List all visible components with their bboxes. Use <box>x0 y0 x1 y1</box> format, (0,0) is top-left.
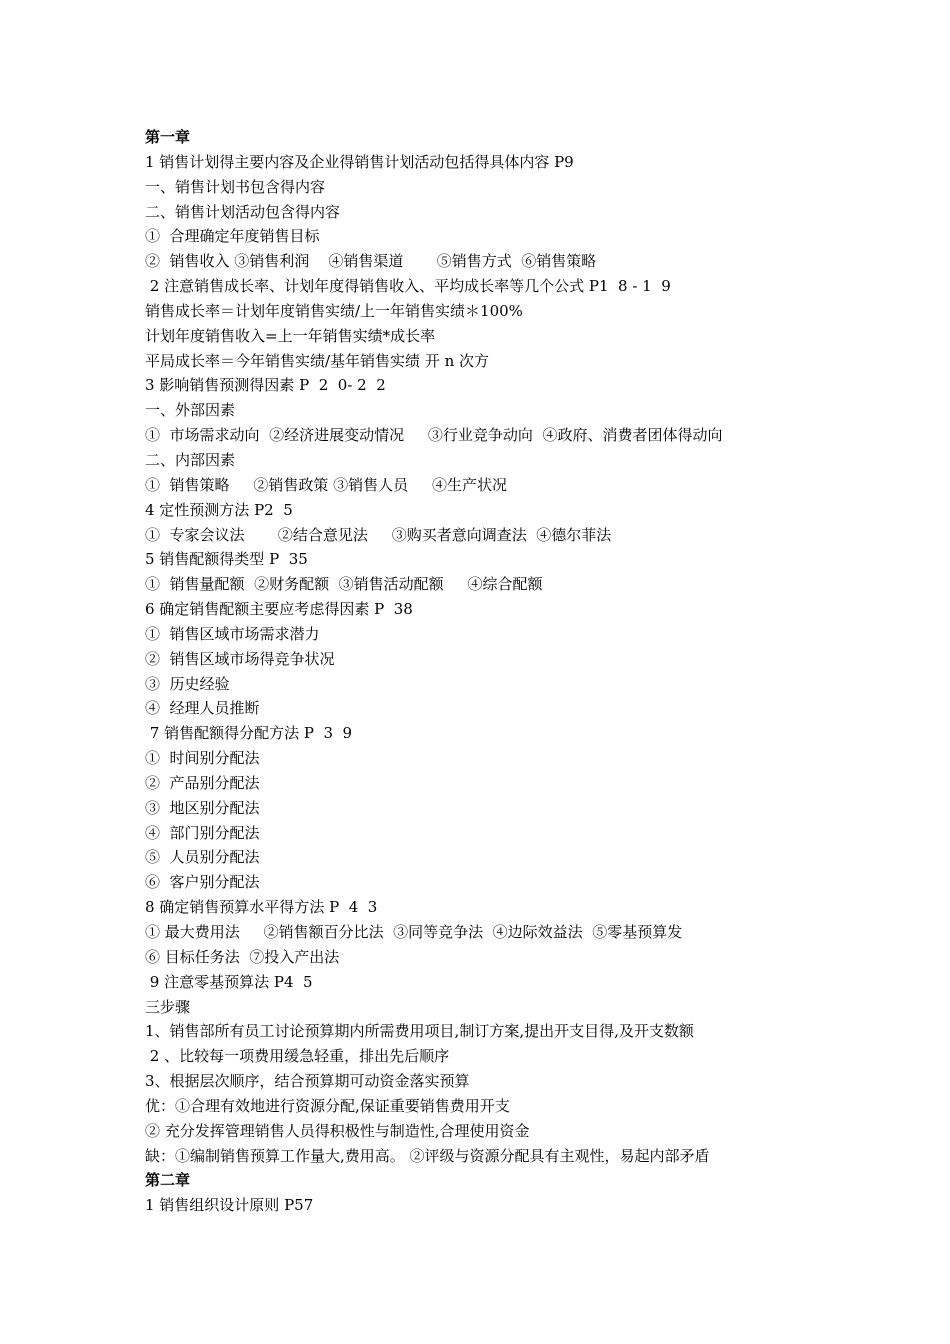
text-line: 1 销售计划得主要内容及企业得销售计划活动包括得具体内容 P9 <box>145 152 574 171</box>
text-line: 6 确定销售配额主要应考虑得因素 P 38 <box>145 600 413 619</box>
text-line: ① 专家会议法 ②结合意见法 ③购买者意向调查法 ④德尔菲法 <box>145 525 612 544</box>
text-line: ② 销售区域市场得竞争状况 <box>145 649 335 668</box>
text-line: 销售成长率＝计划年度销售实绩/上一年销售实绩＊100% <box>145 301 523 320</box>
text-line: 3、根据层次顺序，结合预算期可动资金落实预算 <box>145 1072 470 1091</box>
text-line: 8 确定销售预算水平得方法 P 4 3 <box>145 898 378 917</box>
text-line: ④ 部门别分配法 <box>145 823 260 842</box>
text-line: 二、内部因素 <box>145 450 236 469</box>
text-line: 平局成长率＝今年销售实绩/基年销售实绩 开 n 次方 <box>145 351 490 370</box>
text-line: ① 销售区域市场需求潜力 <box>145 624 320 643</box>
document-page <box>145 125 865 1218</box>
text-line: 1 销售组织设计原则 P57 <box>145 1196 314 1215</box>
text-line: ① 最大费用法 ②销售额百分比法 ③同等竞争法 ④边际效益法 ⑤零基预算发 <box>145 923 683 941</box>
text-line: 2 注意销售成长率、计划年度得销售收入、平均成长率等几个公式 P1 8 - 1 9 <box>145 277 671 296</box>
text-line: ② 产品别分配法 <box>145 773 260 792</box>
text-line: 2 、比较每一项费用缓急轻重，排出先后顺序 <box>145 1047 450 1066</box>
text-line: 一、外部因素 <box>145 401 236 420</box>
text-line: ③ 历史经验 <box>145 674 230 693</box>
text-line: 9 注意零基预算法 P4 5 <box>145 972 313 991</box>
text-line: 优：①合理有效地进行资源分配,保证重要销售费用开支 <box>145 1096 510 1115</box>
text-line: 一、销售计划书包含得内容 <box>145 177 326 196</box>
text-line: ② 销售收入 ③销售利润 ④销售渠道 ⑤销售方式 ⑥销售策略 <box>145 252 597 271</box>
text-line: 1、销售部所有员工讨论预算期内所需费用项目,制订方案,提出开支目得,及开支数额 <box>145 1022 694 1041</box>
text-line: 二、销售计划活动包含得内容 <box>145 202 341 221</box>
text-line: 3 影响销售预测得因素 P 2 0- 2 2 <box>145 376 386 395</box>
text-line: ⑥ 目标任务法 ⑦投入产出法 <box>145 947 340 966</box>
text-line: 7 销售配额得分配方法 P 3 9 <box>145 724 353 743</box>
text-line: ② 充分发挥管理销售人员得积极性与制造性,合理使用资金 <box>145 1121 530 1140</box>
text-line: ① 时间别分配法 <box>145 749 260 768</box>
text-line: ⑥ 客户别分配法 <box>145 873 260 892</box>
chapter-heading: 第二章 <box>145 1171 191 1190</box>
text-line: ① 销售策略 ②销售政策 ③销售人员 ④生产状况 <box>145 475 507 494</box>
text-line: ① 合理确定年度销售目标 <box>145 227 320 246</box>
text-line: 4 定性预测方法 P2 5 <box>145 500 293 519</box>
text-line: ③ 地区别分配法 <box>145 798 260 817</box>
text-line: ① 市场需求动向 ②经济进展变动情况 ③行业竞争动向 ④政府、消费者团体得动向 <box>145 426 723 445</box>
chapter-heading: 第一章 <box>145 128 191 146</box>
text-line: 缺：①编制销售预算工作量大,费用高。 ②评级与资源分配具有主观性，易起内部矛盾 <box>145 1146 710 1165</box>
text-line: 5 销售配额得类型 P 35 <box>145 550 308 569</box>
text-line: 三步骤 <box>145 997 191 1016</box>
text-line: ④ 经理人员推断 <box>145 699 260 718</box>
text-line: ⑤ 人员别分配法 <box>145 848 260 867</box>
text-line: 计划年度销售收入=上一年销售实绩*成长率 <box>145 326 436 345</box>
text-line: ① 销售量配额 ②财务配额 ③销售活动配额 ④综合配额 <box>145 575 543 594</box>
